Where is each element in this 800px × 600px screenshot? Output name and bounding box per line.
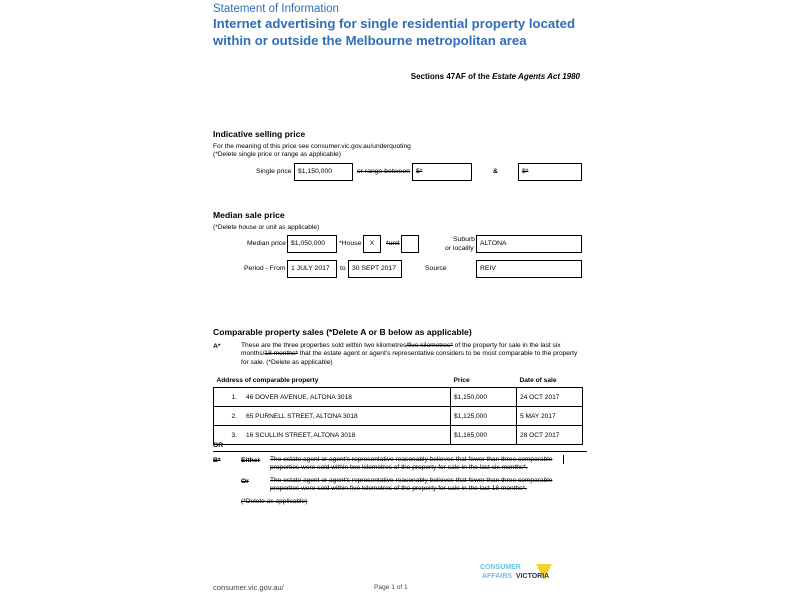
house-checkbox[interactable]: X [363, 235, 381, 253]
single-price-label: Single price [256, 168, 292, 175]
option-a-text [241, 342, 583, 367]
indicative-heading: Indicative selling price [213, 129, 306, 139]
row-address[interactable]: 65 PURNELL STREET, ALTONA 3018 [243, 407, 451, 426]
range-between-label: or range between [357, 168, 410, 175]
col-address: Address of comparable property [216, 377, 319, 384]
row-price[interactable]: $1,165,000 [451, 426, 517, 445]
col-price: Price [453, 377, 470, 384]
option-a-text-part2: of the property for sale in the last six months/ [241, 342, 561, 358]
row-number: 3. [214, 426, 244, 445]
suburb-label: Suburb [453, 236, 475, 243]
page-number: Page 1 of 1 [374, 584, 408, 591]
consumer-affairs-victoria-logo [480, 562, 590, 586]
sections-prefix: Sections 47AF of the [410, 72, 490, 81]
logo-line-affairs-victoria [482, 573, 549, 580]
median-price-field[interactable]: $1,050,000 [287, 235, 337, 253]
comparable-sales-table [213, 374, 583, 445]
suburb-field[interactable]: ALTONA [476, 235, 582, 253]
option-a-text-part3: that the estate agent or agent's representative considers to be most comparable to the property for sale. (*Delete as applicable) [241, 350, 578, 366]
indicative-note-meaning: For the meaning of this price see consumer.vic.gov.au/underquoting [213, 143, 411, 150]
median-heading: Median sale price [213, 210, 285, 220]
or-text: The estate agent or agent's representative reasonably believes that fewer than three comparable properties were sold within five kilometres of the property for sale in the last 18 months*. [270, 477, 553, 493]
option-b-marker: B* [213, 457, 221, 464]
sections-act: Estate Agents Act 1980 [492, 72, 580, 81]
table-row [214, 388, 583, 407]
period-to-label: to [340, 265, 346, 272]
pretitle: Statement of Information [213, 3, 339, 15]
period-from-field[interactable]: 1 JULY 2017 [287, 260, 337, 278]
option-b-note: (*Delete as applicable) [241, 498, 308, 505]
option-a-struck-1: /five kilometres* [406, 342, 453, 349]
row-price[interactable]: $1,150,000 [451, 388, 517, 407]
table-row [214, 407, 583, 426]
logo-text-victoria: VICTORIA [515, 573, 550, 580]
either-text: The estate agent or agent's representative reasonably believes that fewer than three comparable properties were sold within two kilometres of the property for sale in the last six months*. [270, 456, 553, 472]
single-price-field[interactable]: $1,150,000 [294, 163, 353, 181]
period-to-field[interactable]: 30 SEPT 2017 [348, 260, 402, 278]
option-a-text-part1: These are the three properties sold within two kilometres [241, 342, 407, 349]
unit-label-text: *unit [386, 240, 400, 247]
option-a-marker: A* [213, 343, 221, 350]
logo-text-consumer: CONSUMER [480, 564, 521, 571]
row-number: 2. [214, 407, 244, 426]
house-label: *House [339, 240, 362, 247]
either-label: Either [241, 457, 261, 464]
indicative-note-delete: (*Delete single price or range as applicable) [213, 151, 341, 158]
divider [213, 451, 587, 452]
or-separator: OR [213, 442, 224, 449]
table-header-row [214, 374, 583, 388]
comparable-heading: Comparable property sales (*Delete A or B below as applicable) [213, 327, 472, 337]
row-number: 1. [214, 388, 244, 407]
row-date[interactable]: 24 OCT 2017 [517, 388, 583, 407]
option-a-struck-2: 18 months* [264, 350, 298, 358]
logo-line-consumer [480, 564, 521, 571]
row-address[interactable]: 16 SCULLIN STREET, ALTONA 3018 [243, 426, 451, 445]
range-to-field[interactable]: $* [518, 163, 582, 181]
range-from-field[interactable]: $* [412, 163, 472, 181]
locality-label: or locality [445, 245, 474, 252]
footer-url[interactable]: consumer.vic.gov.au/ [213, 583, 284, 592]
source-label: Source [425, 265, 447, 272]
row-price[interactable]: $1,125,000 [451, 407, 517, 426]
source-field[interactable]: REIV [476, 260, 582, 278]
col-date: Date of sale [519, 377, 557, 384]
or-label: Or [241, 478, 249, 485]
range-ampersand: & [493, 168, 498, 175]
median-price-label: Median price [247, 240, 286, 247]
logo-text-affairs: AFFAIRS [482, 573, 512, 580]
row-date[interactable]: 5 MAY 2017 [517, 407, 583, 426]
row-date[interactable]: 28 OCT 2017 [517, 426, 583, 445]
table-row [214, 426, 583, 445]
page-title: Internet advertising for single residential property located within or outside the Melbourne metropolitan area [213, 16, 576, 48]
sections-reference [411, 72, 580, 81]
unit-checkbox[interactable] [401, 235, 419, 253]
period-from-label: Period - From [244, 265, 286, 272]
median-note: (*Delete house or unit as applicable) [213, 224, 320, 231]
row-address[interactable]: 46 DOVER AVENUE, ALTONA 3018 [243, 388, 451, 407]
text-cursor [563, 455, 564, 464]
